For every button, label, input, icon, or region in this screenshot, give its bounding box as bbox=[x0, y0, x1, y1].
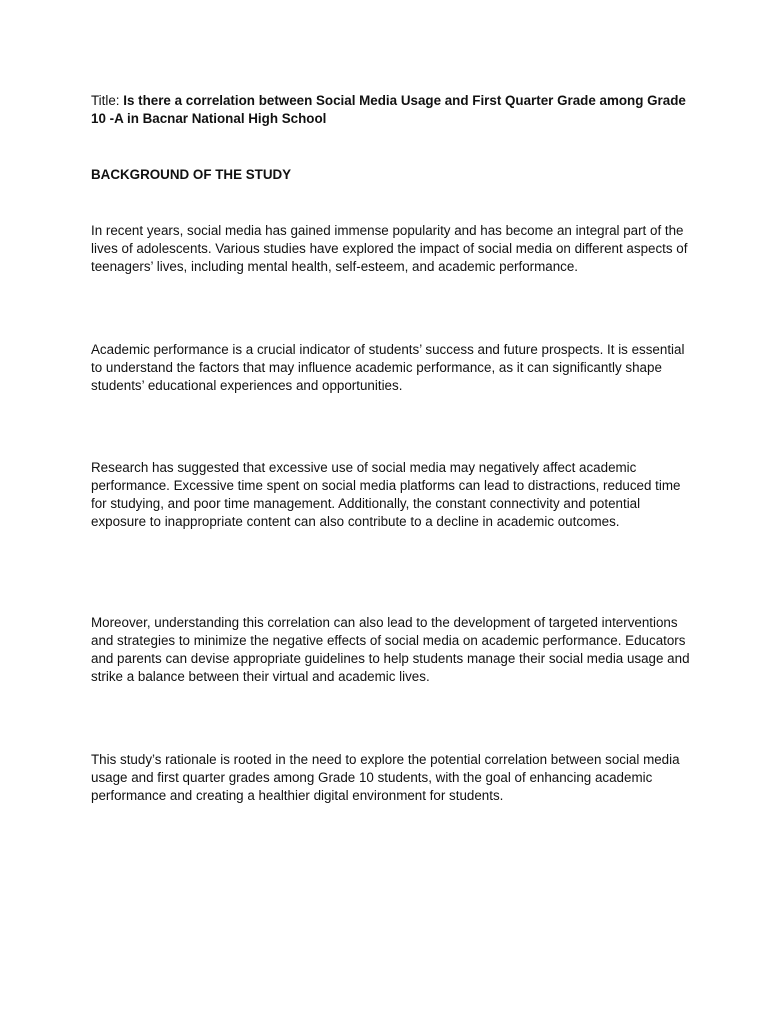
title-text: Is there a correlation between Social Media Usage and First Quarter Grade among Grade 10 -A in Bacnar National High School bbox=[91, 93, 686, 126]
paragraph-4: Moreover, understanding this correlation can also lead to the development of targeted interventions and strategies to minimize the negative effects of social media on academic performance. Educators and parents can devise appropriate guidelines to help students manage their social media usage and strike a balance between their virtual and academic lives. bbox=[91, 615, 690, 684]
paragraph-1: In recent years, social media has gained immense popularity and has become an integral part of the lives of adolescents. Various studies have explored the impact of social media on different aspects of teenagers’ lives, including mental health, self-esteem, and academic performance. bbox=[91, 223, 688, 274]
document-title bbox=[91, 92, 691, 128]
paragraph-5: This study’s rationale is rooted in the need to explore the potential correlation between social media usage and first quarter grades among Grade 10 students, with the goal of enhancing academic performance and creating a healthier digital environment for students. bbox=[91, 752, 680, 803]
section-heading: BACKGROUND OF THE STUDY bbox=[91, 167, 292, 182]
paragraph-3: Research has suggested that excessive use of social media may negatively affect academic performance. Excessive time spent on social media platforms can lead to distractions, reduced time for studying, and poor time management. Additionally, the constant connectivity and potential exposure to inappropriate content can also contribute to a decline in academic outcomes. bbox=[91, 460, 681, 529]
title-label: Title: bbox=[91, 93, 124, 108]
paragraph-2: Academic performance is a crucial indicator of students’ success and future prospects. It is essential to understand the factors that may influence academic performance, as it can significantly shape students’ educational experiences and opportunities. bbox=[91, 342, 685, 393]
